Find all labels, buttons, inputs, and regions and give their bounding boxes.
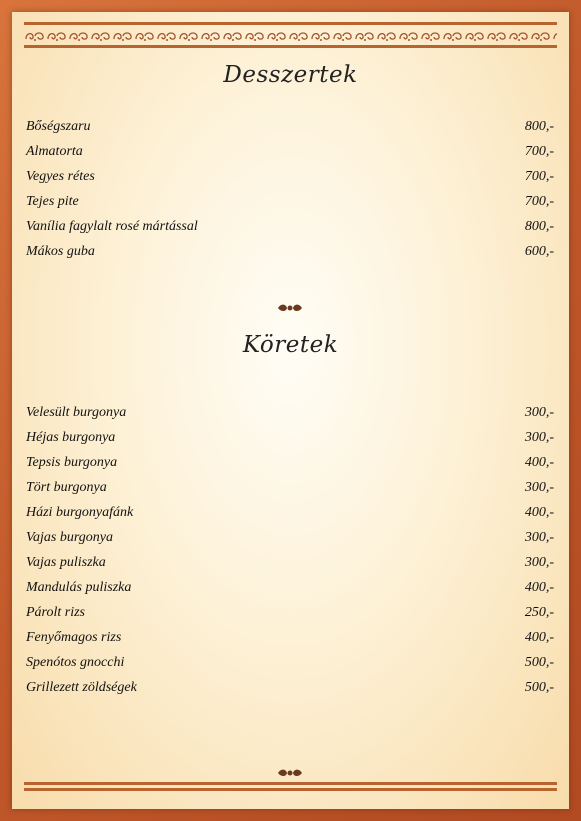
menu-item [26,505,554,525]
menu-item-name: Tört burgonya [26,480,107,495]
menu-item-price: 700,- [524,169,554,184]
menu-item-price: 400,- [524,580,554,595]
menu-item [26,680,554,700]
menu-item-price: 400,- [524,505,554,520]
menu-item-price: 500,- [524,680,554,695]
menu-item-price: 500,- [524,655,554,670]
menu-item-name: Héjas burgonya [26,430,116,445]
top-rule [24,22,557,25]
bottom-rule-inner [24,788,557,791]
menu-item-price: 300,- [524,405,554,420]
top-rule-inner [24,45,557,48]
menu-item-price: 300,- [524,555,554,570]
menu-page [12,12,569,809]
menu-item [26,430,554,450]
menu-item-name: Spenótos gnocchi [26,655,125,670]
fleuron-divider-bottom-icon [275,763,305,773]
scroll-ornament-band-icon [24,30,557,42]
menu-item-name: Tepsis burgonya [26,455,118,470]
menu-item-name: Velesült burgonya [26,405,127,420]
menu-item-price: 600,- [524,244,554,259]
menu-item-name: Vanília fagylalt rosé mártással [26,219,198,234]
menu-item-price: 800,- [524,119,554,134]
menu-item-name: Tejes pite [26,194,79,209]
menu-item [26,219,554,239]
menu-item [26,119,554,139]
menu-item-price: 300,- [524,480,554,495]
menu-item-price: 300,- [524,530,554,545]
menu-item [26,605,554,625]
menu-item [26,655,554,675]
menu-item-price: 400,- [524,455,554,470]
menu-item-name: Vajas puliszka [26,555,106,570]
menu-item [26,405,554,425]
menu-item [26,455,554,475]
section-title-desserts: Desszertek [223,62,358,88]
menu-item-price: 400,- [524,630,554,645]
menu-item-price: 250,- [524,605,554,620]
menu-item [26,630,554,650]
menu-item-name: Bőségszaru [26,119,91,134]
menu-item [26,194,554,214]
menu-item-price: 300,- [524,430,554,445]
menu-item [26,144,554,164]
section-title-sides: Köretek [242,332,339,358]
menu-item [26,580,554,600]
fleuron-divider-icon [275,298,305,308]
menu-item-name: Fenyőmagos rizs [26,630,122,645]
menu-item-name: Párolt rizs [26,605,85,620]
menu-item-name: Vegyes rétes [26,169,95,184]
menu-item-name: Házi burgonyafánk [26,505,134,520]
menu-item-name: Mandulás puliszka [26,580,132,595]
menu-item-name: Almatorta [26,144,83,159]
menu-item [26,244,554,264]
menu-item-price: 700,- [524,194,554,209]
menu-item-name: Vajas burgonya [26,530,113,545]
menu-item [26,530,554,550]
menu-item [26,555,554,575]
menu-item-name: Grillezett zöldségek [26,680,137,695]
menu-item-price: 800,- [524,219,554,234]
bottom-rule [24,782,557,785]
menu-item-name: Mákos guba [26,244,95,259]
menu-item [26,480,554,500]
menu-item [26,169,554,189]
menu-item-price: 700,- [524,144,554,159]
